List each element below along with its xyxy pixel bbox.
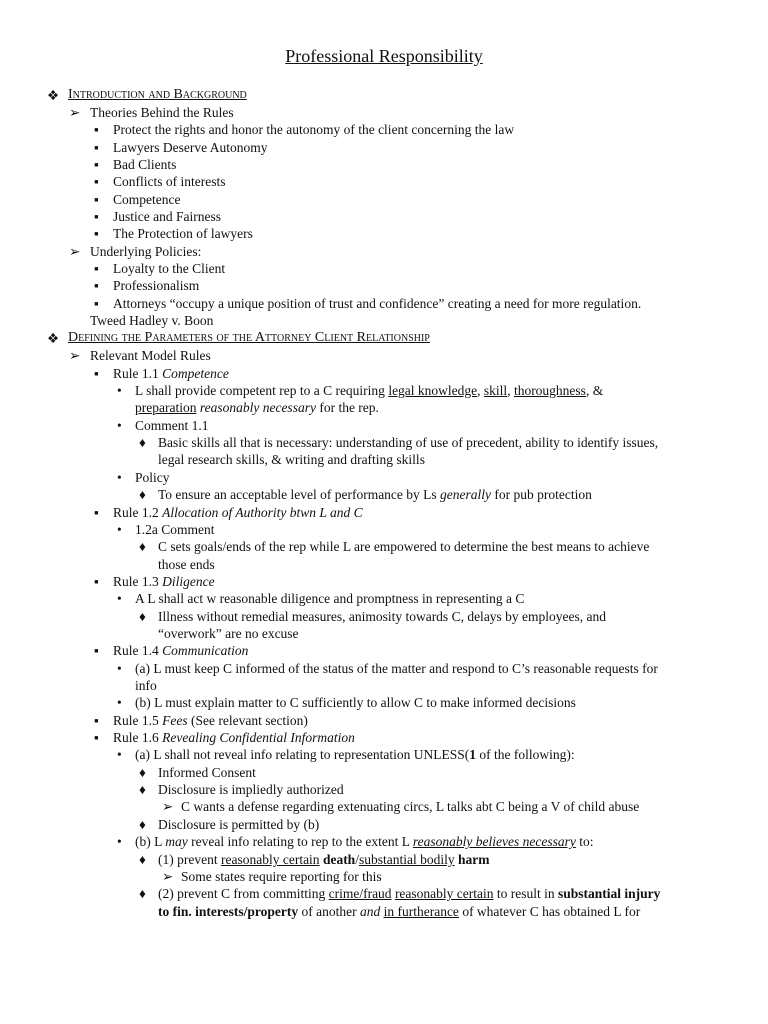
round-bullet-icon: • — [117, 834, 122, 849]
square-bullet-icon: ▪ — [94, 730, 99, 745]
list-item: The Protection of lawyers — [113, 226, 253, 241]
list-item-continuation: to fin. interests/property of another and in furtherance of whatever C has obtained L for — [158, 904, 641, 919]
square-bullet-icon: ▪ — [94, 140, 99, 155]
diamond-bullet-icon: ♦ — [139, 765, 146, 780]
round-bullet-icon: • — [117, 747, 122, 762]
list-item-continuation: Tweed Hadley v. Boon — [90, 313, 214, 328]
square-bullet-icon: ▪ — [94, 261, 99, 276]
list-item-continuation: legal research skills, & writing and drafting skills — [158, 452, 425, 467]
list-item: Professionalism — [113, 278, 200, 293]
square-bullet-icon: ▪ — [94, 574, 99, 589]
section-marker-icon: ❖ — [47, 331, 60, 346]
list-item: Competence — [113, 192, 181, 207]
square-bullet-icon: ▪ — [94, 226, 99, 241]
square-bullet-icon: ▪ — [94, 505, 99, 520]
list-item: Some states require reporting for this — [181, 869, 382, 884]
square-bullet-icon: ▪ — [94, 122, 99, 137]
square-bullet-icon: ▪ — [94, 713, 99, 728]
square-bullet-icon: ▪ — [94, 366, 99, 381]
list-item-continuation: “overwork” are no excuse — [158, 626, 299, 641]
list-item: Lawyers Deserve Autonomy — [113, 140, 268, 155]
rule-1-2-heading: Rule 1.2 Allocation of Authority btwn L and C — [113, 505, 363, 520]
list-item: (a) L must keep C informed of the status of the matter and respond to C’s reasonable requests for — [135, 661, 658, 676]
rule-1-5-heading: Rule 1.5 Fees (See relevant section) — [113, 713, 308, 728]
list-item: A L shall act w reasonable diligence and promptness in representing a C — [135, 591, 525, 606]
list-item: Disclosure is permitted by (b) — [158, 817, 320, 832]
rule-1-1-text: L shall provide competent rep to a C requiring legal knowledge, skill, thoroughness, & — [135, 383, 604, 398]
square-bullet-icon: ▪ — [94, 643, 99, 658]
rule-1-6-heading: Rule 1.6 Revealing Confidential Information — [113, 730, 355, 745]
diamond-bullet-icon: ♦ — [139, 852, 146, 867]
list-item: Justice and Fairness — [113, 209, 221, 224]
section-heading-parameters: Defining the Parameters of the Attorney Client Relationship — [68, 330, 430, 345]
list-item: (b) L may reveal info relating to rep to the extent L reasonably believes necessary to: — [135, 834, 594, 849]
section-marker-icon: ❖ — [47, 88, 60, 103]
round-bullet-icon: • — [117, 695, 122, 710]
subheading-theories: Theories Behind the Rules — [90, 105, 234, 120]
round-bullet-icon: • — [117, 661, 122, 676]
round-bullet-icon: • — [117, 383, 122, 398]
list-item: 1.2a Comment — [135, 522, 215, 537]
diamond-bullet-icon: ♦ — [139, 487, 146, 502]
round-bullet-icon: • — [117, 591, 122, 606]
list-item: (2) prevent C from committing crime/fraud reasonably certain to result in substantial injury — [158, 886, 661, 901]
list-item: (a) L shall not reveal info relating to representation UNLESS(1 of the following): — [135, 747, 575, 762]
list-item: C wants a defense regarding extenuating circs, L talks abt C being a V of child abuse — [181, 799, 640, 814]
list-item: Loyalty to the Client — [113, 261, 226, 276]
list-item-continuation: info — [135, 678, 157, 693]
section-heading-intro: Introduction and Background — [68, 87, 247, 102]
rule-1-3-heading: Rule 1.3 Diligence — [113, 574, 215, 589]
round-bullet-icon: • — [117, 522, 122, 537]
list-item: Bad Clients — [113, 157, 177, 172]
list-item-continuation: those ends — [158, 557, 215, 572]
square-bullet-icon: ▪ — [94, 192, 99, 207]
square-bullet-icon: ▪ — [94, 209, 99, 224]
square-bullet-icon: ▪ — [94, 174, 99, 189]
list-item: Conflicts of interests — [113, 174, 226, 189]
diamond-bullet-icon: ♦ — [139, 435, 146, 450]
diamond-bullet-icon: ♦ — [139, 782, 146, 797]
diamond-bullet-icon: ♦ — [139, 817, 146, 832]
arrow-icon: ➢ — [162, 799, 174, 814]
list-item: Basic skills all that is necessary: understanding of use of precedent, ability to identify issues, — [158, 435, 659, 450]
list-item: Disclosure is impliedly authorized — [158, 782, 344, 797]
square-bullet-icon: ▪ — [94, 296, 99, 311]
list-item: To ensure an acceptable level of performance by Ls generally for pub protection — [158, 487, 592, 502]
arrow-icon: ➢ — [69, 105, 81, 120]
arrow-icon: ➢ — [69, 244, 81, 259]
list-item: (1) prevent reasonably certain death/substantial bodily harm — [158, 852, 490, 867]
list-item: C sets goals/ends of the rep while L are empowered to determine the best means to achieve — [158, 539, 650, 554]
list-item: Protect the rights and honor the autonomy of the client concerning the law — [113, 122, 515, 137]
arrow-icon: ➢ — [69, 348, 81, 363]
arrow-icon: ➢ — [162, 869, 174, 884]
rule-1-1-text-cont: preparation reasonably necessary for the rep. — [135, 400, 379, 415]
round-bullet-icon: • — [117, 470, 122, 485]
list-item: Attorneys “occupy a unique position of trust and confidence” creating a need for more regulation. — [113, 296, 642, 311]
list-item: (b) L must explain matter to C sufficiently to allow C to make informed decisions — [135, 695, 576, 710]
diamond-bullet-icon: ♦ — [139, 539, 146, 554]
round-bullet-icon: • — [117, 418, 122, 433]
rule-1-4-heading: Rule 1.4 Communication — [113, 643, 249, 658]
square-bullet-icon: ▪ — [94, 278, 99, 293]
list-item: Informed Consent — [158, 765, 256, 780]
diamond-bullet-icon: ♦ — [139, 886, 146, 901]
subheading-policies: Underlying Policies: — [90, 244, 202, 259]
diamond-bullet-icon: ♦ — [139, 609, 146, 624]
page-title: Professional Responsibility — [285, 46, 483, 66]
rule-1-1-heading: Rule 1.1 Competence — [113, 366, 229, 381]
list-item: Policy — [135, 470, 170, 485]
list-item: Comment 1.1 — [135, 418, 209, 433]
square-bullet-icon: ▪ — [94, 157, 99, 172]
list-item: Illness without remedial measures, animosity towards C, delays by employees, and — [158, 609, 607, 624]
subheading-model-rules: Relevant Model Rules — [90, 348, 211, 363]
